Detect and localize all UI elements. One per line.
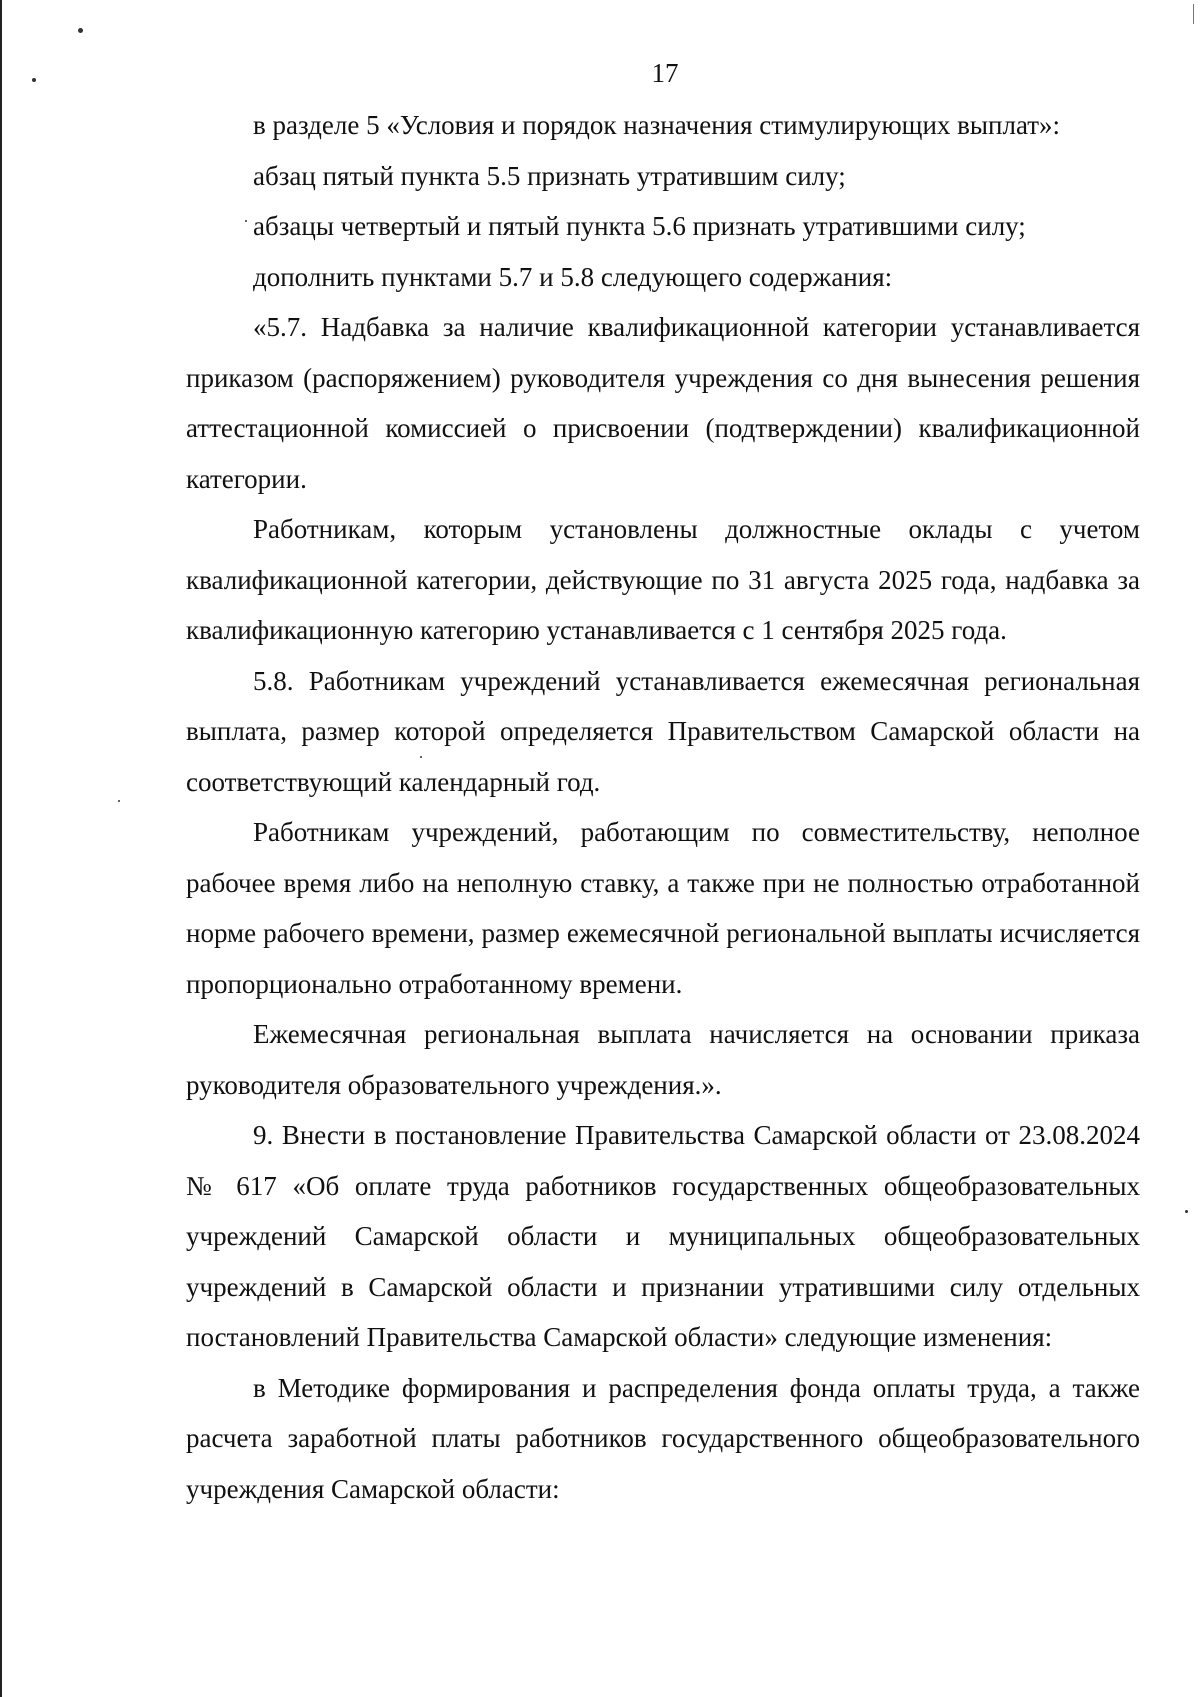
scan-speck [1185, 1210, 1188, 1213]
paragraph-5-7: «5.7. Надбавка за наличие квалификационной категории устанавливается приказом (распоряжением) руководителя учреждения со дня вынесения решения аттестационной комиссией о присвоении (подтверждении) квалификационной категории. [186, 312, 1140, 494]
paragraph-5-6: абзацы четвертый и пятый пункта 5.6 признать утратившими силу; [253, 211, 1026, 241]
paragraph-5-5: абзац пятый пункта 5.5 признать утратившим силу; [253, 160, 846, 191]
paragraph-add-5-7-5-8: дополнить пунктами 5.7 и 5.8 следующего содержания: [253, 261, 893, 292]
scan-left-edge [0, 0, 2, 1697]
scan-right-mark [1193, 4, 1194, 24]
paragraph-section5-heading: в разделе 5 «Условия и порядок назначения стимулирующих выплат»: [253, 110, 1061, 140]
scan-speck [118, 800, 120, 802]
page-number: 17 [651, 58, 679, 88]
paragraph-part-time: Работникам учреждений, работающим по совместительству, неполное рабочее время либо на неполную ставку, а также при не полностью отработанной норме рабочего времени, размер ежемесячной региональной выплаты исчисляется пропорционально отработанному времени. [186, 817, 1140, 999]
paragraph-monthly-payment: Ежемесячная региональная выплата начисляется на основании приказа руководителя образовательного учреждения.». [186, 1019, 1140, 1100]
paragraph-workers-category: Работникам, которым установлены должностные оклады с учетом квалификационной категории, действующие по 31 августа 2025 года, надбавка за квалификационную категорию устанавливается с 1 сентября 2025 года. [186, 514, 1140, 645]
paragraph-methodology: в Методике формирования и распределения фонда оплаты труда, а также расчета заработной платы работников государственного общеобразовательного учреждения Самарской области: [186, 1372, 1140, 1504]
paragraph-5-8: 5.8. Работникам учреждений устанавливается ежемесячная региональная выплата, размер которой определяется Правительством Самарской области на соответствующий календарный год. [186, 665, 1140, 797]
scan-speck [78, 28, 83, 33]
paragraph-item-9: 9. Внести в постановление Правительства Самарской области от 23.08.2024 № 617 «Об оплате труда работников государственных общеобразовательных учреждений Самарской области и муниципальных общеобразовательных учреждений в Самарской области и признании утратившими силу отдельных постановлений Правительства Самарской области» следующие изменения: [186, 1120, 1140, 1352]
document-body [186, 100, 1140, 1514]
